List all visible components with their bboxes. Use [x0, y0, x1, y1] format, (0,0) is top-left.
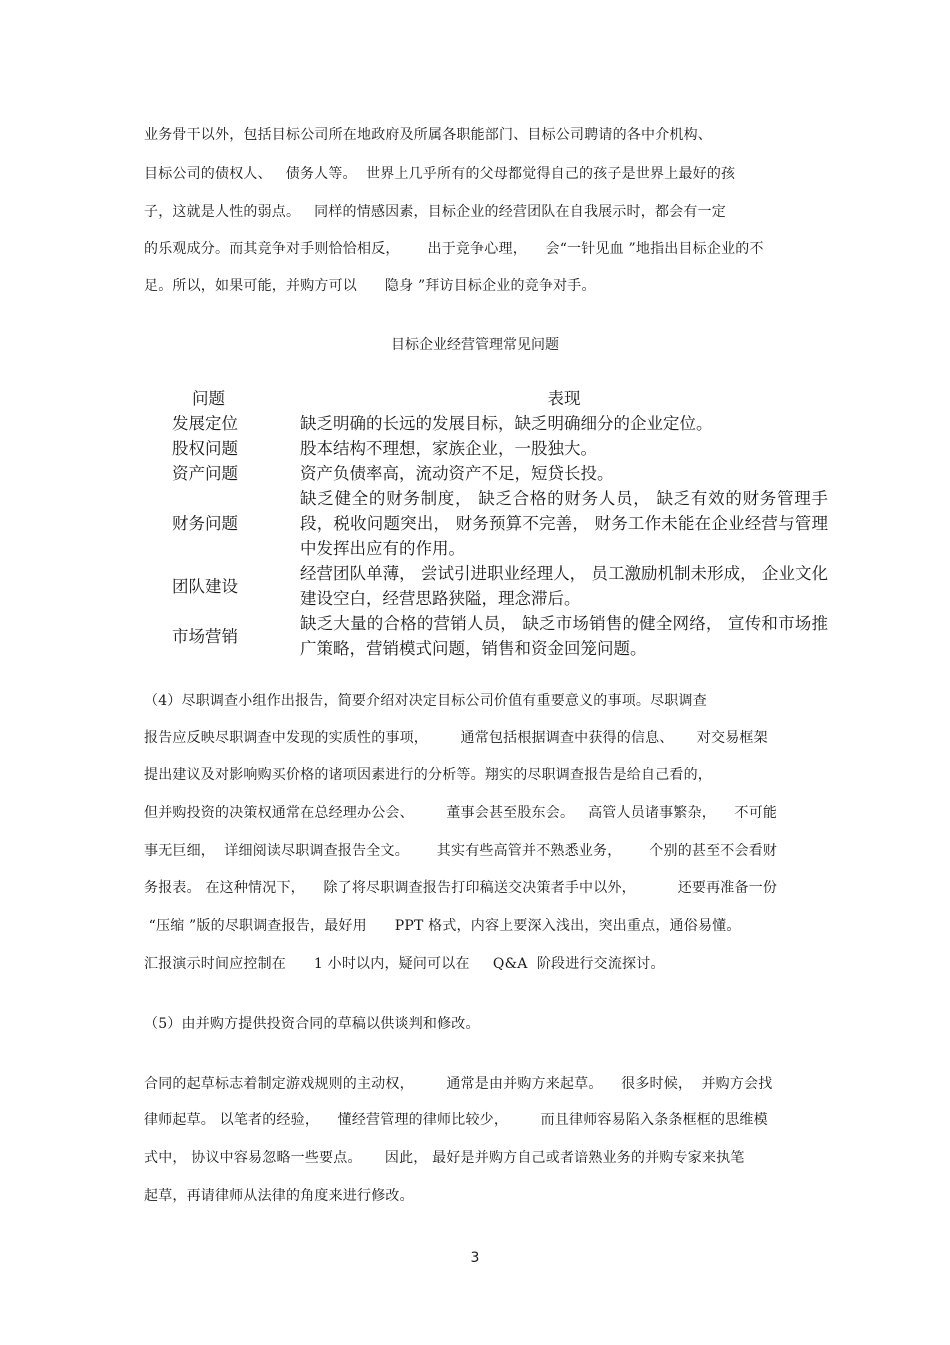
- paragraph-line: 的乐观成分。而其竞争对手则恰恰相反， 出于竞争心理， 会“一针见血 ”地指出目标企业的不: [144, 241, 764, 257]
- page-number: 3: [470, 1250, 480, 1266]
- paragraph-line: 提出建议及对影响购买价格的诸项因素进行的分析等。翔实的尽职调查报告是给自己看的，: [144, 767, 712, 783]
- header-detail: 表现: [547, 389, 581, 408]
- row-issue: 资产问题: [172, 464, 238, 483]
- row-detail: 缺乏大量的合格的营销人员， 缺乏市场销售的健全网络， 宣传和市场推广策略，营销模式问题，销售和资金回笼问题。: [300, 614, 828, 658]
- paragraph-line: 合同的起草标志着制定游戏规则的主动权， 通常是由并购方来起草。 很多时候， 并购方会找: [144, 1076, 773, 1092]
- paragraph-line: 式中， 协议中容易忽略一些要点。 因此， 最好是并购方自己或者谙熟业务的并购专家来执笔: [144, 1150, 745, 1166]
- paragraph-line: 律师起草。 以笔者的经验， 懂经营管理的律师比较少， 而且律师容易陷入条条框框的思维模: [144, 1112, 768, 1128]
- paragraph-line: “压缩 ”版的尽职调查报告，最好用 PPT 格式，内容上要深入浅出，突出重点，通俗易懂。: [144, 918, 741, 934]
- paragraph-line: 业务骨干以外，包括目标公司所在地政府及所属各职能部门、目标公司聘请的各中介机构、: [144, 127, 712, 143]
- paragraph-line: 报告应反映尽职调查中发现的实质性的事项， 通常包括根据调查中获得的信息、 对交易框架: [144, 730, 768, 746]
- table-title: 目标企业经营管理常见问题: [391, 337, 559, 353]
- paragraph-line: （5）由并购方提供投资合同的草稿以供谈判和修改。: [144, 1016, 480, 1032]
- header-issue: 问题: [192, 389, 225, 408]
- table-row: [168, 611, 828, 661]
- paragraph-line: 起草，再请律师从法律的角度来进行修改。: [144, 1188, 414, 1204]
- paragraph-line: （4）尽职调查小组作出报告，简要介绍对决定目标公司价值有重要意义的事项。尽职调查: [144, 693, 707, 709]
- table-row: [168, 486, 828, 561]
- row-issue: 财务问题: [172, 514, 238, 533]
- table-header-row: [168, 386, 828, 411]
- table-row: [168, 461, 828, 486]
- row-detail: 经营团队单薄， 尝试引进职业经理人， 员工激励机制未形成， 企业文化建设空白，经营思路狭隘，理念滞后。: [300, 564, 828, 608]
- paragraph-line: 目标公司的债权人、 债务人等。 世界上几乎所有的父母都觉得自己的孩子是世界上最好的孩: [144, 166, 736, 182]
- table-row: [168, 411, 828, 436]
- row-issue: 市场营销: [172, 626, 238, 646]
- paragraph-line: 汇报演示时间应控制在 1 小时以内，疑问可以在 Q&A 阶段进行交流探讨。: [144, 956, 665, 972]
- row-issue: 股权问题: [172, 439, 238, 458]
- paragraph-line: 但并购投资的决策权通常在总经理办公会、 董事会甚至股东会。 高管人员诸事繁杂， 不可能: [144, 805, 778, 821]
- row-detail: 缺乏健全的财务制度， 缺乏合格的财务人员， 缺乏有效的财务管理手段，税收问题突出， 财务预算不完善， 财务工作未能在企业经营与管理中发挥出应有的作用。: [300, 489, 828, 558]
- paragraph-line: 事无巨细， 详细阅读尽职调查报告全文。 其实有些高管并不熟悉业务， 个别的甚至不会看财: [144, 843, 778, 859]
- table-row: [168, 561, 828, 611]
- paragraph-line: 务报表。 在这种情况下， 除了将尽职调查报告打印稿送交决策者手中以外， 还要再准备一份: [144, 880, 778, 896]
- row-detail: 资产负债率高，流动资产不足，短贷长投。: [300, 464, 614, 483]
- row-detail: 缺乏明确的长远的发展目标，缺乏明确细分的企业定位。: [300, 414, 713, 433]
- row-detail: 股本结构不理想，家族企业，一股独大。: [300, 439, 597, 458]
- row-issue: 发展定位: [172, 414, 238, 433]
- table-row: [168, 436, 828, 461]
- paragraph-line: 足。所以，如果可能，并购方可以 隐身 ”拜访目标企业的竞争对手。: [144, 278, 596, 294]
- paragraph-line: 子，这就是人性的弱点。 同样的情感因素，目标企业的经营团队在自我展示时，都会有一定: [144, 204, 726, 220]
- issues-table: [168, 386, 828, 661]
- row-issue: 团队建设: [172, 576, 238, 596]
